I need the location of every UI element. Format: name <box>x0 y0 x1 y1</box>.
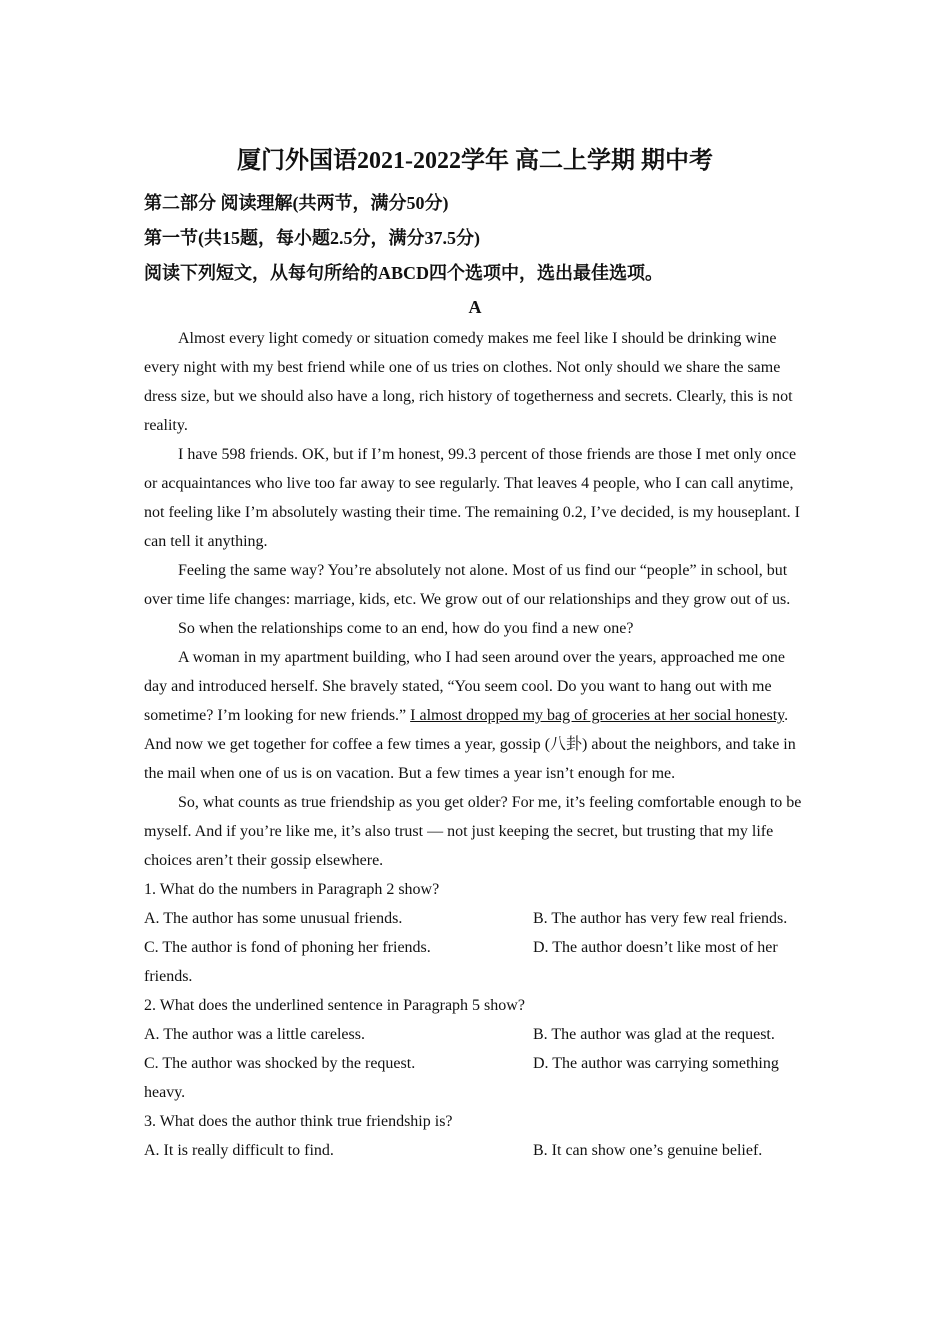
paragraph-3: Feeling the same way? You’re absolutely not alone. Most of us find our “people” in school, but over time life changes: marriage, kids, etc. We grow out of our relationships and they grow out of us. <box>144 562 791 608</box>
question-1-option-a: A. The author has some unusual friends. <box>144 910 403 927</box>
question-3-option-a: A. It is really difficult to find. <box>144 1142 334 1159</box>
part-heading: 第二部分 阅读理解(共两节，满分50分) <box>144 193 449 213</box>
question-1-option-b: B. The author has very few real friends. <box>533 910 788 927</box>
paragraph-5-tail: . And now we get together for coffee a few times a year, gossip (八卦) about the neighbors, and take in the mail when one of us is on vacation. But a few times a year isn’t enough for me. <box>144 707 796 782</box>
paragraph-2: I have 598 friends. OK, but if I’m honest, 99.3 percent of those friends are those I met only once or acquaintances who live too far away to see regularly. That leaves 4 people, who I can call anytime, not feeling like I’m absolutely wasting their time. The remaining 0.2, I’ve decided, is my houseplant. I can tell it anything. <box>144 446 800 550</box>
exam-title: 厦门外国语2021-2022学年 高二上学期 期中考 <box>237 148 713 174</box>
paragraph-6: So, what counts as true friendship as you get older? For me, it’s feeling comfortable enough to be myself. And if you’re like me, it’s also trust — not just keeping the secret, but trusting that my life choices aren’t their gossip elsewhere. <box>144 794 802 869</box>
passage-label: A <box>468 297 482 317</box>
question-1-option-c: C. The author is fond of phoning her friends. <box>144 939 431 956</box>
question-1-option-d: D. The author doesn’t like most of her <box>533 939 778 956</box>
passage-body <box>144 324 806 1165</box>
question-2-row-cd <box>144 1049 806 1078</box>
paragraph-1: Almost every light comedy or situation comedy makes me feel like I should be drinking wine every night with my best friend while one of us tries on clothes. Not only should we share the same dress size, but we should also have a long, rich history of togetherness and secrets. Clearly, this is not reality. <box>144 330 793 434</box>
paragraph-4: So when the relationships come to an end, how do you find a new one? <box>178 620 634 637</box>
question-2-row-ab <box>144 1020 806 1049</box>
section-heading: 第一节(共15题，每小题2.5分，满分37.5分) <box>144 228 480 248</box>
instruction-heading: 阅读下列短文，从每句所给的ABCD四个选项中，选出最佳选项。 <box>144 263 664 283</box>
question-2-option-d: D. The author was carrying something <box>533 1055 779 1072</box>
question-1-row-ab <box>144 904 806 933</box>
paragraph-5 <box>144 643 806 788</box>
question-2-option-a: A. The author was a little careless. <box>144 1026 365 1043</box>
question-2-option-d-wrap: heavy. <box>144 1084 186 1101</box>
question-2-option-b: B. The author was glad at the request. <box>533 1026 775 1043</box>
question-1-stem: 1. What do the numbers in Paragraph 2 show? <box>144 881 440 898</box>
question-3-option-b: B. It can show one’s genuine belief. <box>533 1142 763 1159</box>
question-1-option-d-wrap: friends. <box>144 968 193 985</box>
question-2-stem: 2. What does the underlined sentence in Paragraph 5 show? <box>144 997 525 1014</box>
question-2-option-c: C. The author was shocked by the request. <box>144 1055 416 1072</box>
question-3-row-ab <box>144 1136 806 1165</box>
question-1-row-cd <box>144 933 806 962</box>
question-3-stem: 3. What does the author think true friendship is? <box>144 1113 453 1130</box>
underlined-sentence: I almost dropped my bag of groceries at her social honesty <box>410 707 785 724</box>
exam-content <box>144 186 806 1165</box>
paragraph-5-lead: A woman in my apartment building, who I had seen around over the years, approached me one day and introduced herself. She bravely stated, “You seem cool. Do you want to hang out with me sometime? I’m looking for new friends.” <box>144 649 785 724</box>
